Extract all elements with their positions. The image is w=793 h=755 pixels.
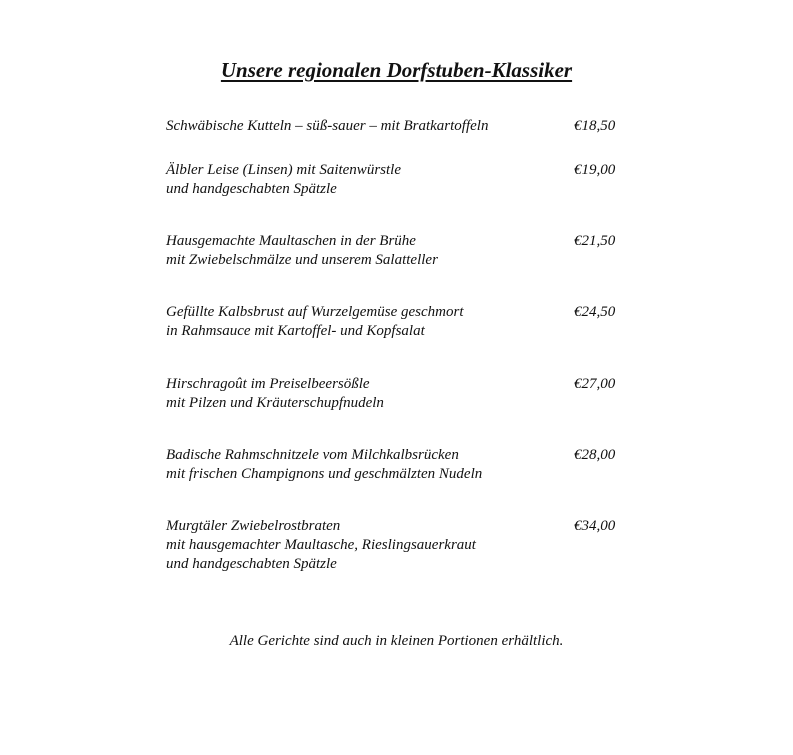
- dish-price: €18,50: [574, 118, 616, 134]
- dish-description-line: mit frischen Champignons und geschmälzten Nudeln: [166, 466, 483, 482]
- dish-description: [166, 303, 566, 341]
- dish-description-line: Älbler Leise (Linsen) mit Saitenwürstle: [166, 162, 401, 178]
- dish-price: €24,50: [574, 304, 616, 320]
- dish-description-line: Gefüllte Kalbsbrust auf Wurzelgemüse geschmort: [166, 304, 464, 320]
- dish-description: [166, 517, 566, 574]
- dish-description-line: und handgeschabten Spätzle: [166, 556, 337, 572]
- dish-price: €19,00: [574, 162, 616, 178]
- dish-description: [166, 375, 566, 413]
- dish-description-line: und handgeschabten Spätzle: [166, 181, 337, 197]
- dish-description-line: Badische Rahmschnitzele vom Milchkalbsrücken: [166, 447, 459, 463]
- dish-price: €34,00: [574, 518, 616, 534]
- dish-description-line: Schwäbische Kutteln – süß-sauer – mit Bratkartoffeln: [166, 118, 489, 134]
- dish-description-line: in Rahmsauce mit Kartoffel- und Kopfsalat: [166, 323, 425, 339]
- dish-description-line: Hirschragoût im Preiselbeersößle: [166, 376, 370, 392]
- dish-description: [166, 117, 566, 136]
- menu-footer-note: Alle Gerichte sind auch in kleinen Portionen erhältlich.: [229, 633, 564, 649]
- dish-description-line: Murgtäler Zwiebelrostbraten: [166, 518, 341, 534]
- dish-price: €27,00: [574, 376, 616, 392]
- dish-description: [166, 446, 566, 484]
- dish-description-line: mit Zwiebelschmälze und unserem Salatteller: [166, 252, 438, 268]
- menu-title: Unsere regionalen Dorfstuben-Klassiker: [220, 58, 573, 82]
- dish-description: [166, 232, 566, 270]
- dish-description-line: Hausgemachte Maultaschen in der Brühe: [166, 233, 416, 249]
- dish-description: [166, 161, 566, 199]
- dish-description-line: mit Pilzen und Kräuterschupfnudeln: [166, 395, 384, 411]
- dish-price: €28,00: [574, 447, 616, 463]
- dish-price: €21,50: [574, 233, 616, 249]
- dish-description-line: mit hausgemachter Maultasche, Rieslingsauerkraut: [166, 537, 476, 553]
